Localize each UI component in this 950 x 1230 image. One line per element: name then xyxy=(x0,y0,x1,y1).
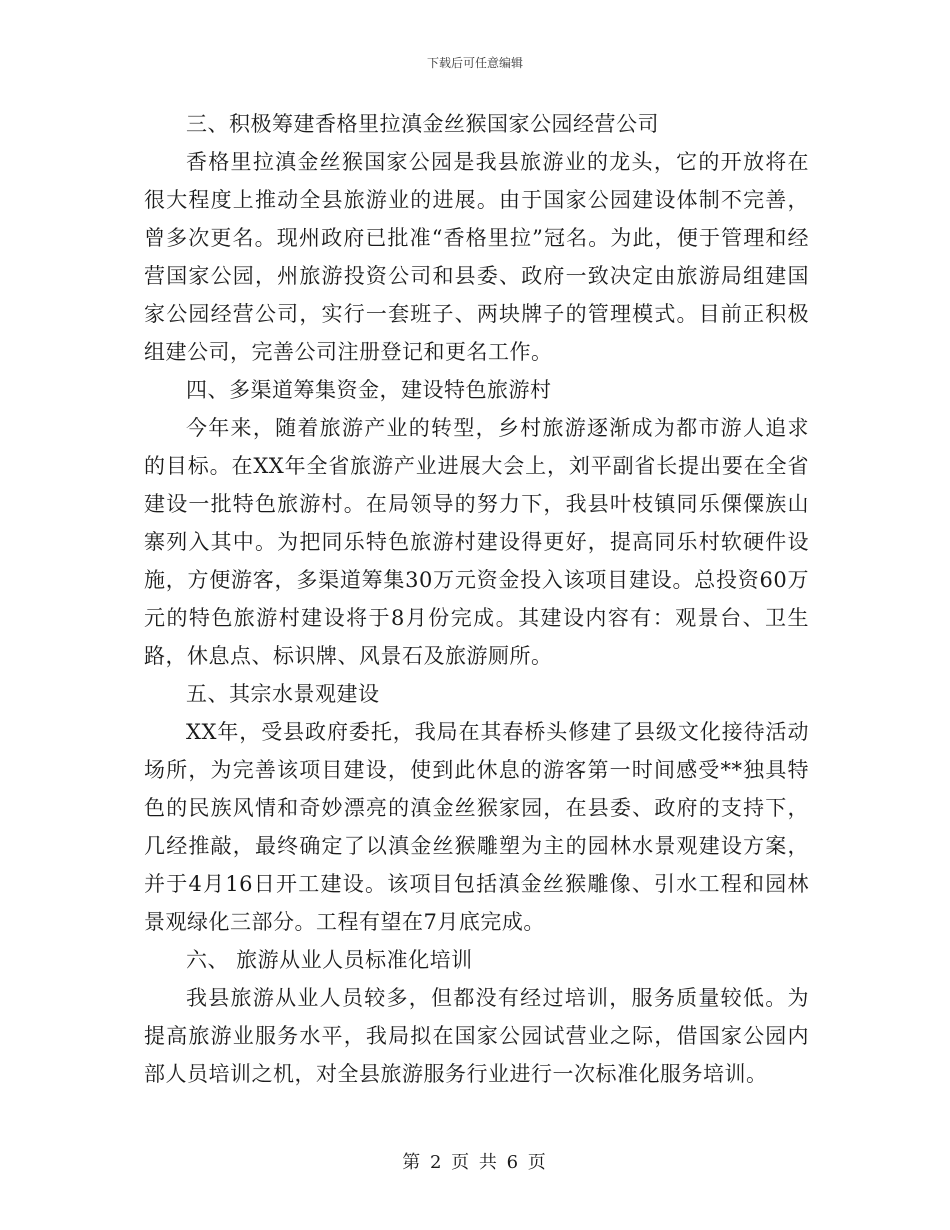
page-header: 下载后可任意编辑 xyxy=(426,56,523,70)
section-paragraph-5: XX年，受县政府委托，我局在其春桥头修建了县级文化接待活动场所，为完善该项目建设，使到此休息的游客第一时间感受**独具特色的民族风情和奇妙漂亮的滇金丝猴家园，在县委、政府的支持下，几经推敲，最终确定了以滇金丝猴雕塑为主的园林水景观建设方案，并于4月16日开工建设。该项目包括滇金丝猴雕像、引水工程和园林景观绿化三部分。工程有望在7月底完成。 xyxy=(144,720,809,934)
document-body xyxy=(144,105,809,1093)
section-heading-3: 三、积极筹建香格里拉滇金丝猴国家公园经营公司 xyxy=(186,112,659,136)
section-paragraph-4: 今年来，随着旅游产业的转型，乡村旅游逐渐成为都市游人追求的目标。在XX年全省旅游产业进展大会上，刘平副省长提出要在全省建设一批特色旅游村。在局领导的努力下，我县叶枝镇同乐傈僳族山寨列入其中。为把同乐特色旅游村建设得更好，提高同乐村软硬件设施，方便游客，多渠道筹集30万元资金投入该项目建设。总投资60万元的特色旅游村建设将于8月份完成。其建设内容有：观景台、卫生路，休息点、标识牌、风景石及旅游厕所。 xyxy=(144,416,809,668)
section-paragraph-6: 我县旅游从业人员较多，但都没有经过培训，服务质量较低。为提高旅游业服务水平，我局拟在国家公园试营业之际，借国家公园内部人员培训之机，对全县旅游服务行业进行一次标准化服务培训。 xyxy=(144,986,809,1086)
section-heading-4: 四、多渠道筹集资金，建设特色旅游村 xyxy=(186,378,552,402)
section-heading-6: 六、 旅游从业人员标准化培训 xyxy=(186,948,473,972)
section-heading-5: 五、其宗水景观建设 xyxy=(186,682,380,706)
page-number-footer: 第 2 页 共 6 页 xyxy=(402,1152,548,1173)
section-paragraph-3: 香格里拉滇金丝猴国家公园是我县旅游业的龙头，它的开放将在很大程度上推动全县旅游业的进展。由于国家公园建设体制不完善，曾多次更名。现州政府已批准“香格里拉”冠名。为此，便于管理和经营国家公园，州旅游投资公司和县委、政府一致决定由旅游局组建国家公园经营公司，实行一套班子、两块牌子的管理模式。目前正积极组建公司，完善公司注册登记和更名工作。 xyxy=(144,150,809,364)
